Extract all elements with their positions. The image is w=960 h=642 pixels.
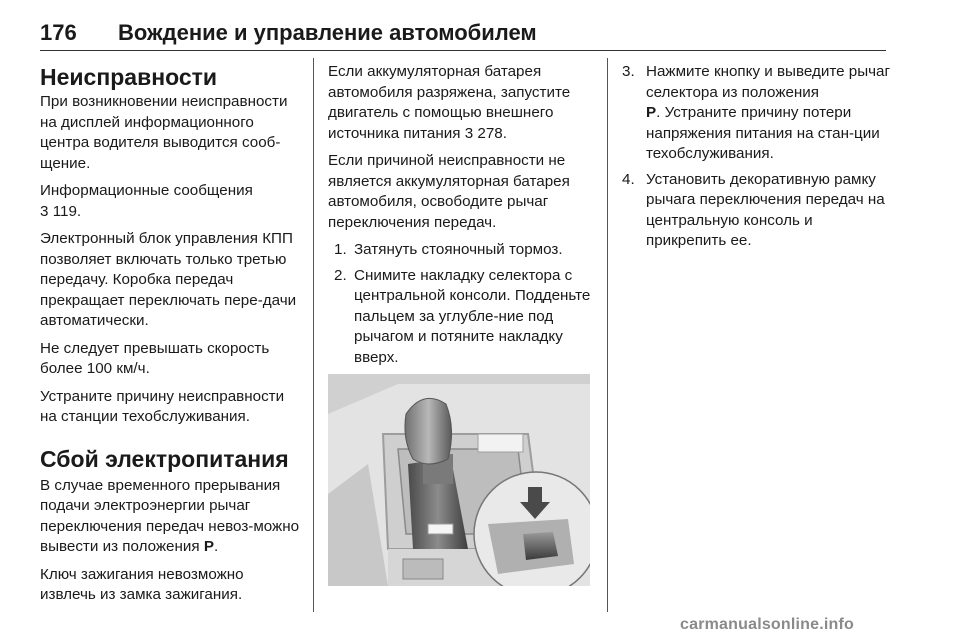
step-number: 1. [334,241,347,258]
paragraph: Электронный блок управления КПП позволяет включать только третью передачу. Коробка передач прекращает переключать пере-дачи автоматически. [40,230,297,329]
chapter-title: Вождение и управление автомобилем [118,20,537,45]
page-reference-icon: 3 [464,124,474,142]
step-number: 3. [622,63,635,80]
list-item [328,240,596,261]
header-rule [40,50,886,51]
page-reference[interactable]: 278. [477,124,507,142]
paragraph-text: В случае временного прерывания подачи электроэнергии рычаг переключения передач невоз-можно вывести из положения [40,476,300,555]
watermark: carmanualsonline.info [680,616,855,633]
column-1 [40,62,302,613]
gear-lever-image [328,374,590,586]
page-reference[interactable]: 119. [52,202,82,220]
paragraph: Не следует превышать скорость более 100 км/ч. [40,339,270,377]
step-number: 2. [334,266,347,284]
section-heading-power-failure: Сбой электропитания [40,445,289,472]
list-item [622,62,892,165]
paragraph-with-reference [328,62,596,144]
paragraph-text-end: . [213,538,219,555]
step-text-part: Нажмите кнопку и выведите рычаг селектора из положения [646,63,891,101]
column-divider-1 [313,58,314,612]
step-number: 4. [622,170,635,188]
list-item [328,266,596,369]
paragraph-text: Информационные сообщения [40,182,253,199]
paragraph-text: Если аккумуляторная батарея автомобиля разряжена, запустите двигатель с помощью внешнего источника питания [328,63,571,142]
steps-list [328,240,596,368]
step-text: Снимите накладку селектора с центральной консоли. Подденьте пальцем за углубле-ние под рычагом и потяните накладку вверх. [354,266,591,366]
section-heading-malfunctions: Неисправности [40,64,218,90]
paragraph-with-reference [40,181,302,222]
paragraph [40,476,302,558]
gear-selector-illustration [328,374,590,586]
page-number: 176 [40,20,77,45]
step-text: Установить декоративную рамку рычага переключения передач на центральную консоль и прикрепить ее. [646,170,885,249]
step-text [646,63,890,162]
paragraph: Если причиной неисправности не является аккумуляторная батарея автомобиля, освободите рычаг переключения передач. [328,152,570,231]
column-2 [328,62,596,586]
step-text-part: . Устраните причину потери напряжения питания на стан-ции техобслуживания. [646,104,880,162]
step-text: Затянуть стояночный тормоз. [354,241,563,258]
column-3 [622,62,892,257]
paragraph: При возникновении неисправности на дисплей информационного центра водителя выводится сооб-щение. [40,93,288,172]
list-item [622,170,892,252]
gear-position-p: P [646,104,657,121]
paragraph: Устраните причину неисправности на станции техобслуживания. [40,387,285,425]
page-header [40,8,886,48]
steps-list-continued [622,62,892,252]
page-reference-icon: 3 [40,202,49,220]
column-divider-2 [607,58,608,612]
gear-position-p: P [203,538,214,555]
paragraph: Ключ зажигания невозможно извлечь из замка зажигания. [40,565,244,603]
